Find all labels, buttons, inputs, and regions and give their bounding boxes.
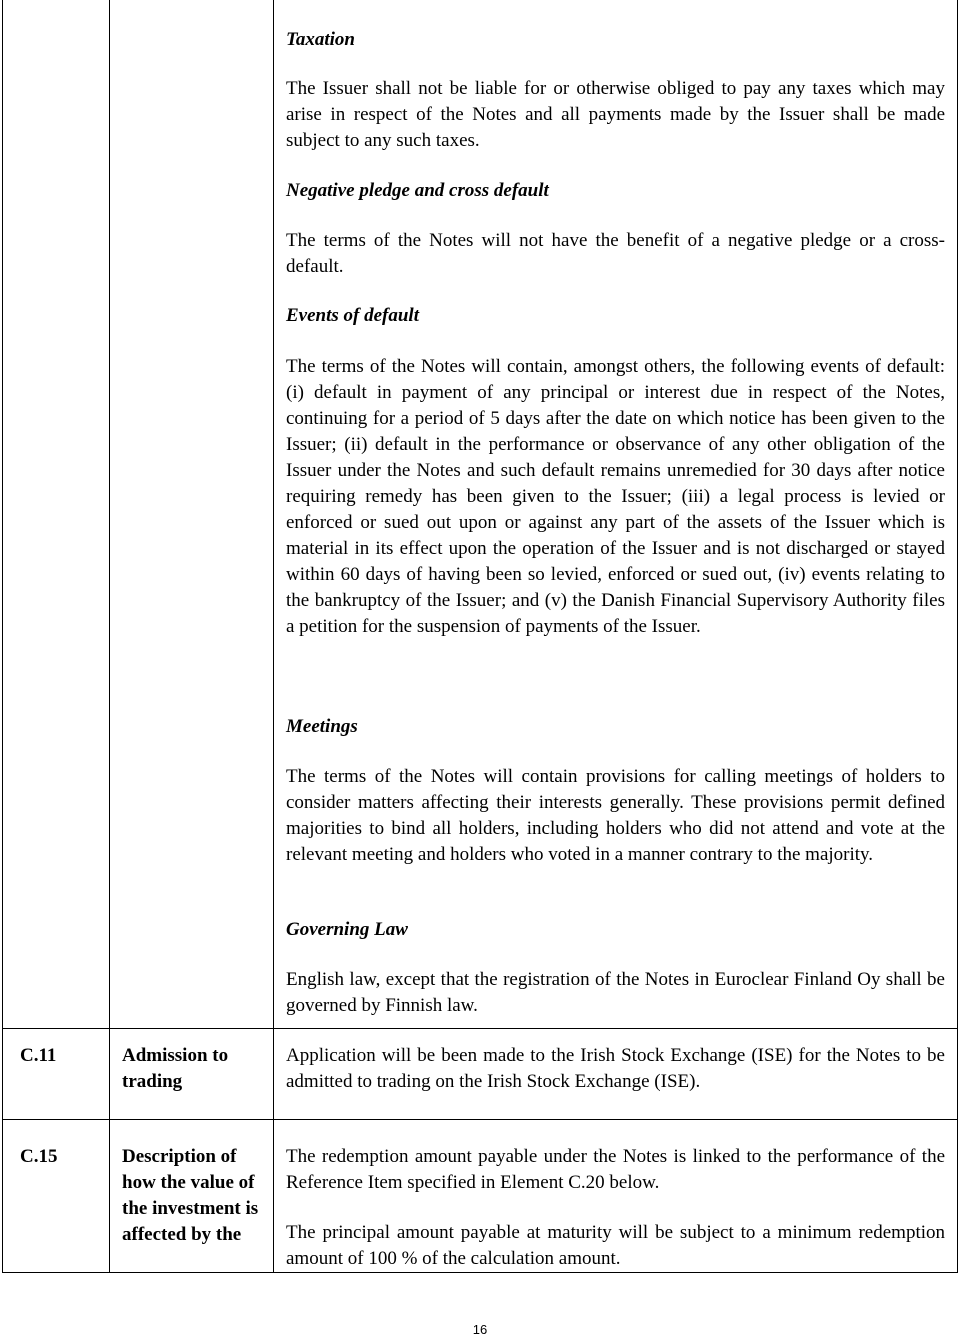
element-id-c15: C.15 [20,1146,58,1167]
element-id-c11: C.11 [20,1045,57,1066]
table-border-left [2,0,3,1273]
row-divider-c15 [2,1119,958,1120]
element-text-c15-part2: The principal amount payable at maturity will be subject to a minimum redemption amount of 100 % of the calculation amount. [286,1222,945,1269]
page-number: 16 [472,1322,488,1337]
element-title-c11: Admission to trading [122,1045,229,1092]
table-border-bottom [2,1272,958,1273]
negative-pledge-text: The terms of the Notes will not have the benefit of a negative pledge or a cross-default. [286,230,945,277]
meetings-text: The terms of the Notes will contain provisions for calling meetings of holders to consider matters affecting their interests generally. These provisions permit defined majorities to bind all holders, including holders who did not attend and vote at the relevant meeting and holders who voted in a manner contrary to the majority. [286,766,945,865]
element-text-c11: Application will be been made to the Irish Stock Exchange (ISE) for the Notes to be admitted to trading on the Irish Stock Exchange (ISE). [286,1045,945,1092]
element-text-c15-part1: The redemption amount payable under the Notes is linked to the performance of the Reference Item specified in Element C.20 below. [286,1146,945,1193]
table-border-right [957,0,958,1273]
element-title-c15: Description of how the value of the investment is affected by the [122,1146,259,1245]
row-divider-c11 [2,1028,958,1029]
taxation-heading: Taxation [286,29,355,50]
table-divider-col2 [273,0,274,1273]
governing-law-text: English law, except that the registration of the Notes in Euroclear Finland Oy shall be governed by Finnish law. [286,969,945,1016]
negative-pledge-heading: Negative pledge and cross default [286,180,549,201]
events-of-default-heading: Events of default [286,305,419,326]
events-of-default-text: The terms of the Notes will contain, amongst others, the following events of default: (i) default in payment of any principal or interest due in respect of the Notes, continuing for a period of 5 days after the date on which notice has been given to the Issuer; (ii) default in the performance or observance of any other obligation of the Issuer under the Notes and such default remains unremedied for 30 days after notice requiring remedy has been given to the Issuer; (iii) a legal process is levied or enforced or sued out upon or against any part of the assets of the Issuer which is material in its effect upon the operation of the Issuer and is not discharged or stayed within 60 days of having been so levied, enforced or sued out, (iv) events relating to the bankruptcy of the Issuer; and (v) the Danish Financial Supervisory Authority files a petition for the suspension of payments of the Issuer. [286,356,945,637]
meetings-heading: Meetings [286,716,358,737]
taxation-text: The Issuer shall not be liable for or otherwise obliged to pay any taxes which may arise in respect of the Notes and all payments made by the Issuer shall be made subject to any such taxes. [286,78,945,151]
governing-law-heading: Governing Law [286,919,408,940]
table-divider-col1 [109,0,110,1273]
